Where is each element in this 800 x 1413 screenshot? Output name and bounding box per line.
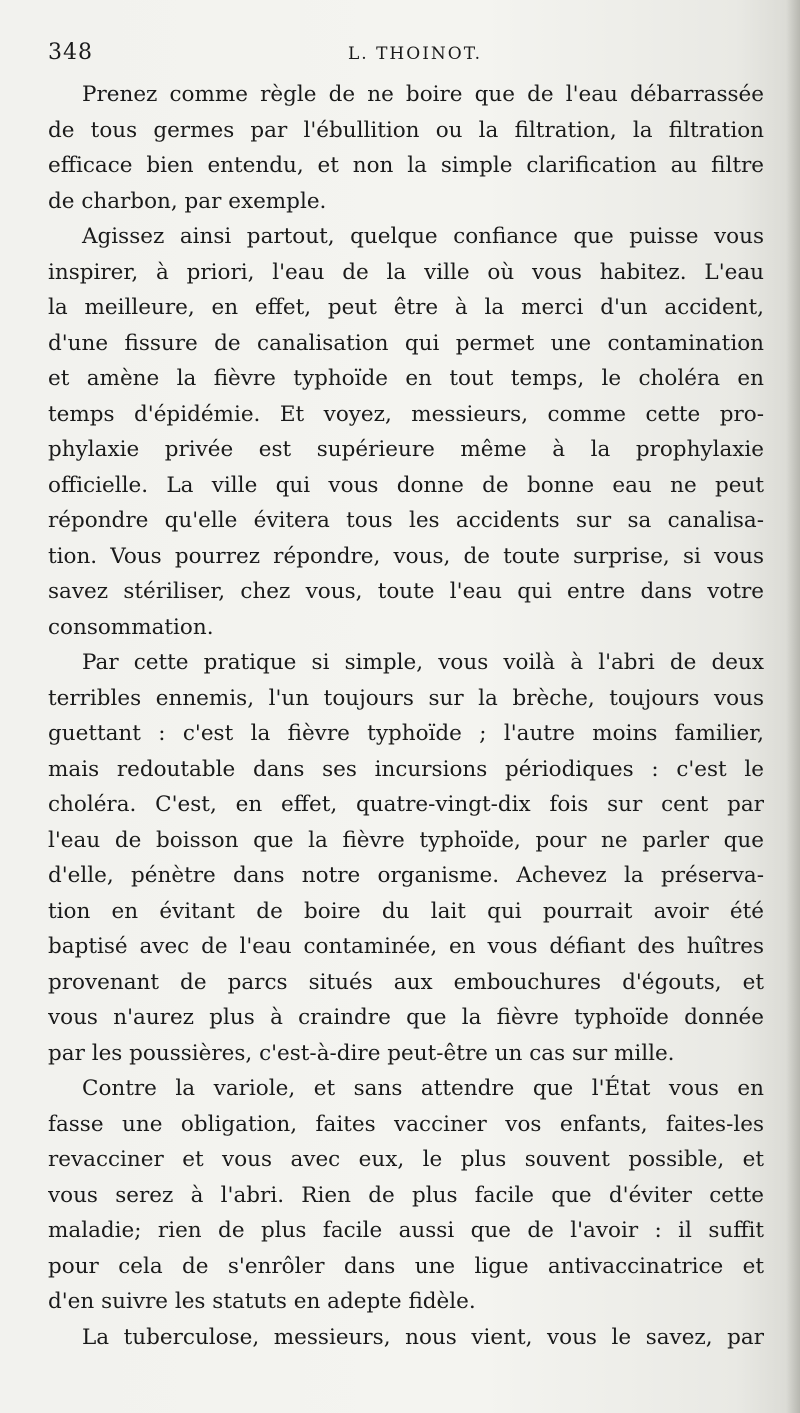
text-line: par les poussières, c'est-à-dire peut-être un cas sur mille. — [48, 1040, 675, 1066]
body-text — [48, 77, 764, 1355]
text-line: de charbon, par exemple. — [48, 188, 327, 214]
running-head: L. THOINOT. — [348, 44, 482, 64]
text-line: efficace bien entendu, et non la simple clarification au filtre — [48, 153, 764, 178]
text-line: revacciner et vous avec eux, le plus souvent possible, et — [48, 1147, 764, 1172]
text-line: fasse une obligation, faites vacciner vos enfants, faites-les — [48, 1111, 764, 1137]
text-line: Contre la variole, et sans attendre que l'État vous en — [82, 1076, 764, 1101]
text-line: Par cette pratique si simple, vous voilà à l'abri de deux — [82, 650, 764, 675]
text-line: inspirer, à priori, l'eau de la ville où vous habitez. L'eau — [48, 259, 764, 285]
page-header — [48, 40, 760, 70]
text-line: tion. Vous pourrez répondre, vous, de toute surprise, si vous — [48, 543, 764, 569]
text-line: provenant de parcs situés aux embouchures d'égouts, et — [48, 969, 764, 995]
text-line: et amène la fièvre typhoïde en tout temps, le choléra en — [48, 366, 764, 391]
text-line: vous n'aurez plus à craindre que la fièvre typhoïde donnée — [48, 1005, 764, 1030]
text-line: consommation. — [48, 614, 214, 640]
text-line: guettant : c'est la fièvre typhoïde ; l'autre moins familier, — [48, 721, 764, 746]
text-line: d'une fissure de canalisation qui permet une contamination — [48, 330, 764, 356]
text-line: Prenez comme règle de ne boire que de l'eau débarrassée — [82, 82, 764, 107]
text-line: savez stériliser, chez vous, toute l'eau qui entre dans votre — [48, 579, 764, 604]
text-line: terribles ennemis, l'un toujours sur la brèche, toujours vous — [48, 685, 764, 711]
text-line: vous serez à l'abri. Rien de plus facile que d'éviter cette — [48, 1182, 764, 1208]
text-line: temps d'épidémie. Et voyez, messieurs, comme cette pro- — [48, 401, 764, 427]
text-line: mais redoutable dans ses incursions périodiques : c'est le — [48, 756, 764, 782]
text-line: La tuberculose, messieurs, nous vient, vous le savez, par — [82, 1324, 764, 1350]
text-line: choléra. C'est, en effet, quatre-vingt-dix fois sur cent par — [48, 792, 764, 817]
text-line: maladie; rien de plus facile aussi que de l'avoir : il suffit — [48, 1218, 764, 1243]
text-line: l'eau de boisson que la fièvre typhoïde, pour ne parler que — [48, 827, 764, 853]
text-line: de tous germes par l'ébullition ou la filtration, la filtration — [48, 117, 764, 143]
text-line: d'en suivre les statuts en adepte fidèle. — [48, 1289, 476, 1314]
text-line: pour cela de s'enrôler dans une ligue antivaccinatrice et — [48, 1253, 764, 1279]
text-line: tion en évitant de boire du lait qui pourrait avoir été — [48, 898, 764, 924]
text-line: répondre qu'elle évitera tous les accidents sur sa canalisa- — [48, 508, 764, 533]
scan-shadow — [786, 0, 800, 1413]
text-line: officielle. La ville qui vous donne de bonne eau ne peut — [48, 472, 764, 498]
text-line: la meilleure, en effet, peut être à la merci d'un accident, — [48, 295, 764, 320]
text-line: phylaxie privée est supérieure même à la prophylaxie — [48, 437, 764, 462]
text-line: baptisé avec de l'eau contaminée, en vous défiant des huîtres — [48, 934, 764, 959]
page-number: 348 — [48, 40, 93, 65]
text-line: Agissez ainsi partout, quelque confiance que puisse vous — [82, 224, 764, 249]
text-line: d'elle, pénètre dans notre organisme. Achevez la préserva- — [48, 863, 764, 888]
